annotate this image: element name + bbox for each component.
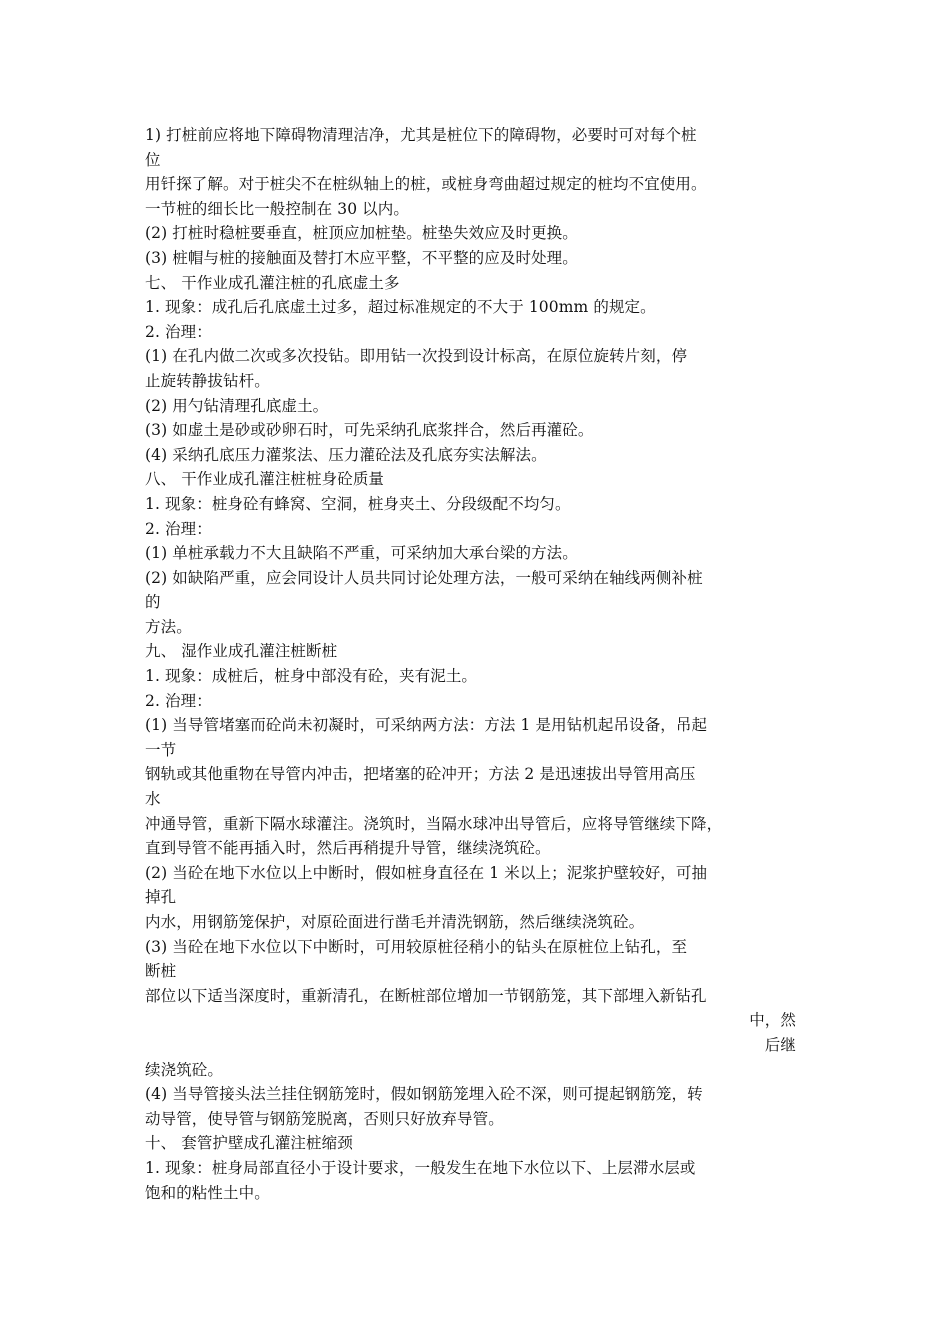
text-line: 十、 套管护壁成孔灌注桩缩颈 <box>145 1134 353 1153</box>
text-line: (2) 当砼在地下水位以上中断时，假如桩身直径在 1 米以上；泥浆护壁较好，可抽 <box>145 863 708 882</box>
document-body <box>145 123 815 1205</box>
text-line: (1) 单桩承载力不大且缺陷不严重，可采纳加大承台梁的方法。 <box>145 544 578 563</box>
text-line: 钢轨或其他重物在导管内冲击，把堵塞的砼冲开；方法 2 是迅速拔出导管用高压 <box>145 765 696 784</box>
text-line: (3) 如虚土是砂或砂卵石时，可先采纳孔底浆拌合，然后再灌砼。 <box>145 421 594 440</box>
text-line: 饱和的粘性土中。 <box>145 1183 270 1202</box>
text-line: (2) 用勺钻清理孔底虚土。 <box>145 396 329 415</box>
text-line: 掉孔 <box>145 888 177 907</box>
text-line: (3) 桩帽与桩的接触面及替打木应平整，不平整的应及时处理。 <box>145 248 578 267</box>
text-line: 1. 现象：成孔后孔底虚土过多，超过标准规定的不大于 100mm 的规定。 <box>145 298 656 317</box>
text-line: 九、 湿作业成孔灌注桩断桩 <box>145 642 338 661</box>
text-line: 内水，用钢筋笼保护，对原砼面进行凿毛并清洗钢筋，然后继续浇筑砼。 <box>145 913 645 931</box>
text-line: 用钎探了解。对于桩尖不在桩纵轴上的桩，或桩身弯曲超过规定的桩均不宜使用。 <box>145 175 707 194</box>
text-line: 部位以下适当深度时，重新清孔，在断桩部位增加一节钢筋笼，其下部埋入新钻孔 <box>145 986 707 1005</box>
text-line: 一节桩的细长比一般控制在 30 以内。 <box>145 199 409 218</box>
text-line: 七、 干作业成孔灌注桩的孔底虚土多 <box>145 273 400 292</box>
text-line: (4) 采纳孔底压力灌浆法、压力灌砼法及孔底夯实法解法。 <box>145 445 547 464</box>
text-line: 续浇筑砼。 <box>145 1060 224 1079</box>
text-line: 动导管，使导管与钢筋笼脱离，否则只好放弃导管。 <box>145 1109 504 1128</box>
text-line: 1) 打桩前应将地下障碍物清理洁净，尤其是桩位下的障碍物，必要时可对每个桩 <box>145 126 697 144</box>
text-line: 2. 治理： <box>145 691 212 710</box>
text-line: 1. 现象：成桩后，桩身中部没有砼，夹有泥土。 <box>145 667 478 686</box>
text-line: 方法。 <box>145 617 192 636</box>
text-line: (2) 打桩时稳桩要垂直，桩顶应加桩垫。桩垫失效应及时更换。 <box>145 224 578 243</box>
text-line: 中，然 <box>749 1011 796 1030</box>
text-line: (3) 当砼在地下水位以下中断时，可用较原桩径稍小的钻头在原桩位上钻孔，至 <box>145 937 688 956</box>
text-line: 八、 干作业成孔灌注桩桩身砼质量 <box>145 470 385 489</box>
text-line: 后继 <box>764 1035 796 1054</box>
text-line: 一节 <box>145 740 177 759</box>
text-line: 断桩 <box>145 962 177 981</box>
text-line: 位 <box>145 150 161 169</box>
text-line: 直到导管不能再插入时，然后再稍提升导管，继续浇筑砼。 <box>145 839 551 858</box>
text-line: (1) 在孔内做二次或多次投钻。即用钻一次投到设计标高，在原位旋转片刻，停 <box>145 347 688 366</box>
text-line: 2. 治理： <box>145 519 212 538</box>
text-line: 2. 治理： <box>145 322 212 341</box>
text-line: (2) 如缺陷严重，应会同设计人员共同讨论处理方法，一般可采纳在轴线两侧补桩 <box>145 568 703 587</box>
text-line: (1) 当导管堵塞而砼尚未初凝时，可采纳两方法：方法 1 是用钻机起吊设备，吊起 <box>145 716 708 735</box>
text-line: 止旋转静拔钻杆。 <box>145 371 270 390</box>
text-line: 水 <box>145 790 161 809</box>
text-line: 1. 现象：桩身局部直径小于设计要求，一般发生在地下水位以下、上层滞水层或 <box>145 1158 696 1177</box>
text-line: 1. 现象：桩身砼有蜂窝、空洞，桩身夹土、分段级配不均匀。 <box>145 494 571 513</box>
text-line: (4) 当导管接头法兰挂住钢筋笼时，假如钢筋笼埋入砼不深，则可提起钢筋笼，转 <box>145 1085 703 1104</box>
text-line: 冲通导管，重新下隔水球灌注。浇筑时，当隔水球冲出导管后，应将导管继续下降， <box>145 814 723 833</box>
text-line: 的 <box>145 593 161 612</box>
